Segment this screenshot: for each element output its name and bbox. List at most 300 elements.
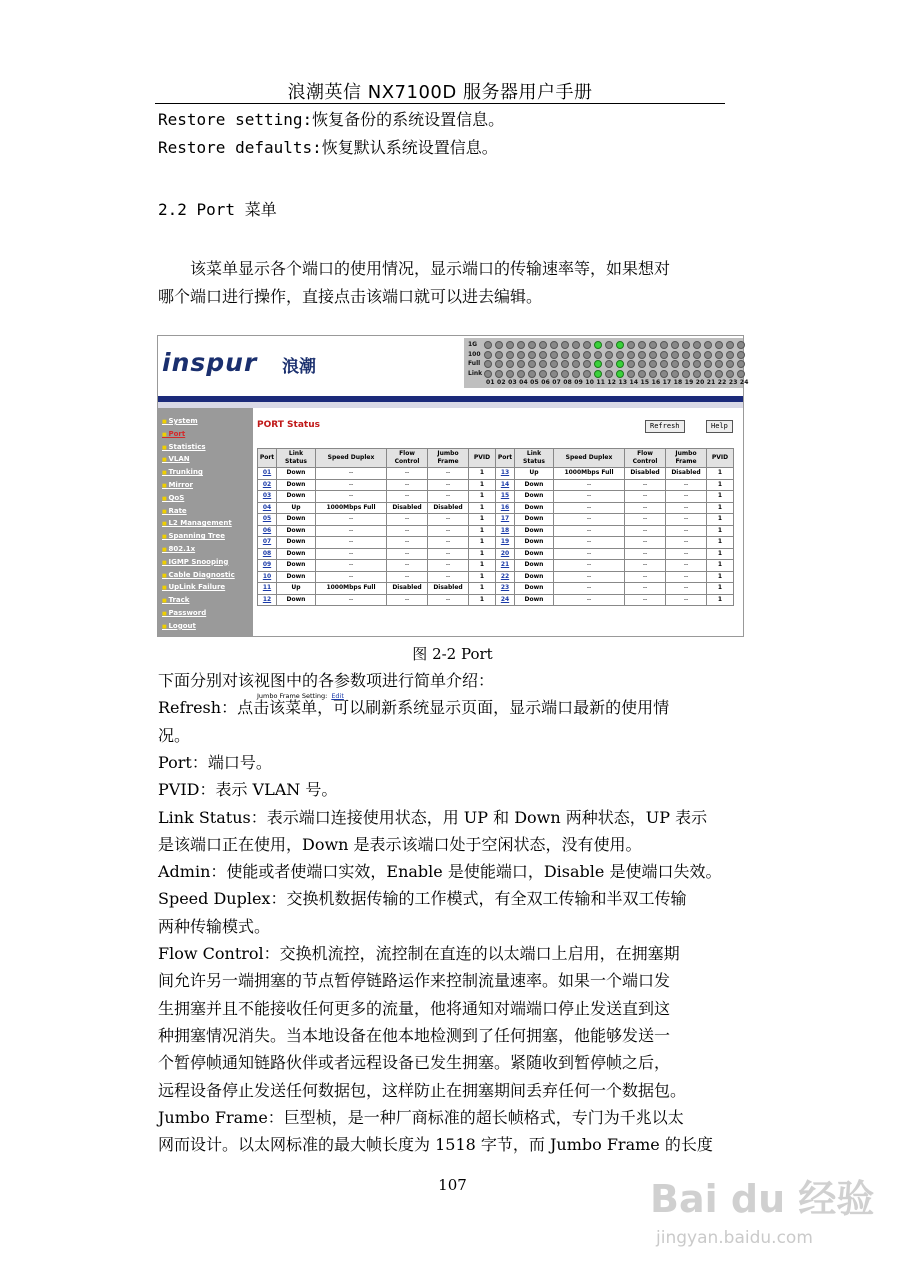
port-led	[550, 360, 558, 368]
sidebar-item[interactable]: ■ Password	[158, 608, 253, 621]
port-link[interactable]: 17	[496, 514, 515, 526]
table-cell: --	[554, 560, 625, 572]
port-led	[616, 351, 624, 359]
port-led	[671, 360, 679, 368]
body-line: 况。	[158, 725, 191, 745]
port-led	[638, 360, 646, 368]
port-led	[649, 341, 657, 349]
port-led	[506, 351, 514, 359]
column-header: Port	[258, 449, 277, 468]
table-row	[258, 514, 734, 526]
port-led	[682, 351, 690, 359]
sidebar-item[interactable]: ■ Cable Diagnostic	[158, 570, 253, 583]
port-link[interactable]: 14	[496, 479, 515, 491]
port-led	[539, 360, 547, 368]
table-cell: --	[625, 502, 666, 514]
port-status-table	[257, 448, 734, 606]
port-led	[660, 360, 668, 368]
table-cell: Down	[515, 583, 554, 595]
body-line: Port：端口号。	[158, 752, 272, 772]
sidebar-item[interactable]: ■ L2 Management	[158, 518, 253, 531]
table-row	[258, 502, 734, 514]
port-led	[539, 341, 547, 349]
port-led	[605, 360, 613, 368]
body-line: Jumbo Frame：巨型桢，是一种厂商标准的超长帧格式，专门为千兆以太	[158, 1107, 684, 1127]
port-led	[594, 360, 602, 368]
text-line-restore-defaults: Restore defaults:恢复默认系统设置信息。	[158, 138, 498, 157]
port-led	[649, 360, 657, 368]
table-cell: --	[428, 571, 469, 583]
table-cell: --	[554, 583, 625, 595]
port-link[interactable]: 21	[496, 560, 515, 572]
table-cell: --	[428, 514, 469, 526]
port-led	[726, 360, 734, 368]
table-cell: --	[554, 537, 625, 549]
port-link[interactable]: 11	[258, 583, 277, 595]
port-led	[693, 370, 701, 378]
led-row	[484, 351, 745, 359]
port-link[interactable]: 23	[496, 583, 515, 595]
port-led	[671, 370, 679, 378]
sidebar-item[interactable]: ■ UpLink Failure	[158, 582, 253, 595]
table-cell: --	[666, 571, 707, 583]
port-link[interactable]: 07	[258, 537, 277, 549]
table-cell: 1	[469, 537, 496, 549]
port-led	[572, 351, 580, 359]
table-cell: --	[666, 479, 707, 491]
table-row	[258, 560, 734, 572]
port-led	[572, 341, 580, 349]
port-led	[704, 360, 712, 368]
sidebar-item[interactable]: ■ Port	[158, 429, 253, 442]
table-cell: --	[666, 537, 707, 549]
port-led	[583, 360, 591, 368]
table-cell: 1	[469, 560, 496, 572]
port-led	[638, 341, 646, 349]
table-cell: Down	[515, 537, 554, 549]
port-led	[627, 351, 635, 359]
port-led	[572, 370, 580, 378]
port-led	[682, 370, 690, 378]
table-cell: --	[625, 548, 666, 560]
port-led	[506, 360, 514, 368]
port-led	[495, 360, 503, 368]
port-led	[693, 351, 701, 359]
table-cell: 1	[707, 491, 734, 503]
table-cell: 1	[707, 560, 734, 572]
table-cell: --	[428, 468, 469, 480]
table-cell: Disabled	[428, 502, 469, 514]
body-line: Admin：使能或者使端口实效，Enable 是使能端口，Disable 是使端口失效。	[158, 862, 722, 882]
table-cell: Down	[515, 479, 554, 491]
table-cell: Down	[277, 560, 316, 572]
table-cell: 1	[707, 594, 734, 606]
table-cell: --	[428, 548, 469, 560]
inspur-logo-cn: 浪潮	[282, 357, 316, 377]
port-led	[605, 351, 613, 359]
figure-caption: 图 2-2 Port	[412, 645, 493, 663]
port-led	[517, 341, 525, 349]
table-cell: --	[316, 548, 387, 560]
sidebar-item[interactable]: ■ System	[158, 416, 253, 429]
port-led	[627, 360, 635, 368]
table-cell: --	[316, 514, 387, 526]
table-cell: Disabled	[387, 502, 428, 514]
body-line: 网而设计。以太网标准的最大帧长度为 1518 字节，而 Jumbo Frame 的长度	[158, 1135, 713, 1155]
table-cell: 1	[707, 571, 734, 583]
port-led	[616, 341, 624, 349]
table-cell: Down	[277, 571, 316, 583]
port-link[interactable]: 05	[258, 514, 277, 526]
table-cell: Down	[277, 537, 316, 549]
table-cell: --	[316, 571, 387, 583]
port-led	[484, 351, 492, 359]
port-link[interactable]: 04	[258, 502, 277, 514]
table-cell: Down	[515, 502, 554, 514]
table-cell: --	[387, 468, 428, 480]
section-title: 2.2 Port 菜单	[158, 200, 277, 219]
sidebar-item[interactable]: ■ Track	[158, 595, 253, 608]
table-row	[258, 525, 734, 537]
port-led	[737, 370, 745, 378]
table-cell: --	[387, 525, 428, 537]
table-cell: Down	[277, 514, 316, 526]
port-link[interactable]: 02	[258, 479, 277, 491]
table-cell: Down	[515, 548, 554, 560]
table-cell: --	[428, 537, 469, 549]
port-link[interactable]: 12	[258, 594, 277, 606]
port-led	[539, 351, 547, 359]
table-cell: 1	[707, 583, 734, 595]
refresh-button[interactable]: Refresh	[645, 420, 685, 433]
port-led	[627, 341, 635, 349]
table-cell: Down	[515, 491, 554, 503]
table-cell: --	[666, 560, 707, 572]
column-header: Jumbo Frame	[428, 449, 469, 468]
port-led	[528, 351, 536, 359]
sidebar-item[interactable]: ■ 802.1x	[158, 544, 253, 557]
table-cell: 1	[469, 491, 496, 503]
port-led	[561, 351, 569, 359]
table-cell: --	[387, 571, 428, 583]
table-cell: Down	[277, 479, 316, 491]
port-led	[484, 341, 492, 349]
port-link[interactable]: 24	[496, 594, 515, 606]
led-row-label: 1G	[468, 341, 478, 348]
port-link[interactable]: 22	[496, 571, 515, 583]
led-row-label: Link	[468, 369, 483, 377]
table-cell: Down	[515, 594, 554, 606]
port-led	[561, 360, 569, 368]
table-cell: --	[625, 537, 666, 549]
table-cell: Down	[515, 560, 554, 572]
table-cell: 1000Mbps Full	[316, 502, 387, 514]
port-link[interactable]: 19	[496, 537, 515, 549]
table-cell: Down	[515, 525, 554, 537]
table-cell: Up	[277, 583, 316, 595]
table-cell: --	[428, 491, 469, 503]
table-cell: 1	[707, 548, 734, 560]
column-header: Jumbo Frame	[666, 449, 707, 468]
port-led	[550, 370, 558, 378]
port-led	[506, 341, 514, 349]
table-cell: --	[316, 560, 387, 572]
port-led-panel	[464, 338, 749, 388]
port-led	[715, 360, 723, 368]
port-led	[693, 360, 701, 368]
port-led	[726, 370, 734, 378]
column-header: PVID	[707, 449, 734, 468]
sidebar-item[interactable]: ■ QoS	[158, 493, 253, 506]
port-link[interactable]: 20	[496, 548, 515, 560]
sidebar-item[interactable]: ■ IGMP Snooping	[158, 557, 253, 570]
table-cell: --	[625, 560, 666, 572]
table-cell: Down	[277, 594, 316, 606]
body-line: Refresh：点击该菜单，可以刷新系统显示页面，显示端口最新的使用情	[158, 698, 670, 718]
column-header: Flow Control	[625, 449, 666, 468]
port-led	[528, 341, 536, 349]
table-cell: Down	[277, 525, 316, 537]
sidebar-item[interactable]: ■ Mirror	[158, 480, 253, 493]
baidu-watermark-url: jingyan.baidu.com	[656, 1228, 813, 1248]
port-link[interactable]: 16	[496, 502, 515, 514]
body-line: PVID：表示 VLAN 号。	[158, 780, 338, 800]
table-cell: --	[316, 525, 387, 537]
table-cell: --	[316, 537, 387, 549]
table-cell: Down	[277, 548, 316, 560]
port-led	[561, 370, 569, 378]
nav-sidebar	[158, 408, 253, 636]
table-cell: --	[387, 514, 428, 526]
sidebar-item[interactable]: ■ Rate	[158, 506, 253, 519]
port-led	[660, 370, 668, 378]
table-cell: --	[554, 479, 625, 491]
port-led	[583, 370, 591, 378]
port-led	[561, 341, 569, 349]
table-cell: --	[387, 594, 428, 606]
table-cell: 1	[707, 514, 734, 526]
body-line: 下面分别对该视图中的各参数项进行简单介绍：	[158, 671, 495, 690]
port-led	[726, 341, 734, 349]
port-led	[627, 370, 635, 378]
port-led	[495, 351, 503, 359]
table-row	[258, 468, 734, 480]
table-row	[258, 583, 734, 595]
port-link[interactable]: 08	[258, 548, 277, 560]
table-cell: --	[666, 525, 707, 537]
table-cell: 1	[707, 468, 734, 480]
body-line: 生拥塞并且不能接收任何更多的流量，他将通知对端端口停止发送直到这	[158, 998, 671, 1018]
port-led	[704, 370, 712, 378]
table-cell: --	[666, 491, 707, 503]
sidebar-item[interactable]: ■ VLAN	[158, 454, 253, 467]
table-cell: --	[666, 583, 707, 595]
port-led	[726, 351, 734, 359]
table-cell: --	[428, 525, 469, 537]
port-link[interactable]: 03	[258, 491, 277, 503]
port-led	[671, 351, 679, 359]
table-cell: 1000Mbps Full	[316, 583, 387, 595]
table-cell: Up	[277, 502, 316, 514]
port-led	[605, 341, 613, 349]
table-cell: 1	[707, 537, 734, 549]
port-link[interactable]: 06	[258, 525, 277, 537]
port-led	[495, 370, 503, 378]
screenshot-banner	[158, 336, 749, 396]
port-led	[495, 341, 503, 349]
body-line: Link Status：表示端口连接使用状态，用 UP 和 Down 两种状态，UP 表示	[158, 807, 708, 827]
port-led	[715, 351, 723, 359]
table-cell: --	[387, 560, 428, 572]
table-cell: --	[316, 468, 387, 480]
table-cell: --	[387, 479, 428, 491]
page-number: 107	[438, 1176, 467, 1194]
port-led	[517, 360, 525, 368]
sidebar-item[interactable]: ■ Trunking	[158, 467, 253, 480]
port-led	[649, 351, 657, 359]
port-led	[693, 341, 701, 349]
table-cell: 1	[469, 548, 496, 560]
table-cell: 1	[707, 479, 734, 491]
header-rule	[155, 103, 725, 104]
intro-line-1: 该菜单显示各个端口的使用情况，显示端口的传输速率等，如果想对	[158, 259, 671, 278]
help-button[interactable]: Help	[706, 420, 733, 433]
port-led	[715, 341, 723, 349]
port-link[interactable]: 01	[258, 468, 277, 480]
inspur-logo: inspur	[162, 348, 258, 377]
table-row	[258, 491, 734, 503]
text-line-restore-setting: Restore setting:恢复备份的系统设置信息。	[158, 110, 505, 129]
port-led	[682, 360, 690, 368]
body-line: 个暂停帧通知链路伙伴或者远程设备已发生拥塞。紧随收到暂停帧之后，	[158, 1053, 671, 1073]
sidebar-item[interactable]: ■ Logout	[158, 621, 253, 634]
table-cell: --	[387, 491, 428, 503]
port-led	[484, 370, 492, 378]
led-row	[484, 341, 745, 349]
table-cell: --	[554, 548, 625, 560]
port-led	[594, 351, 602, 359]
port-led	[616, 360, 624, 368]
column-header: Link Status	[515, 449, 554, 468]
table-cell: 1	[469, 514, 496, 526]
table-cell: 1000Mbps Full	[554, 468, 625, 480]
body-line: Speed Duplex：交换机数据传输的工作模式，有全双工传输和半双工传输	[158, 889, 687, 909]
table-cell: --	[554, 571, 625, 583]
table-cell: Disabled	[625, 468, 666, 480]
column-header: Speed Duplex	[554, 449, 625, 468]
sidebar-item[interactable]: ■ Spanning Tree	[158, 531, 253, 544]
port-led	[517, 351, 525, 359]
port-led	[660, 351, 668, 359]
table-cell: --	[428, 594, 469, 606]
port-led	[572, 360, 580, 368]
led-row	[484, 370, 745, 378]
led-row	[484, 360, 745, 368]
column-header: Port	[496, 449, 515, 468]
body-line: 两种传输模式。	[158, 916, 271, 936]
table-cell: 1	[469, 479, 496, 491]
table-cell: --	[428, 479, 469, 491]
port-link[interactable]: 15	[496, 491, 515, 503]
port-led	[737, 360, 745, 368]
port-led	[528, 370, 536, 378]
intro-line-2: 哪个端口进行操作，直接点击该端口就可以进去编辑。	[158, 287, 543, 306]
port-led	[583, 351, 591, 359]
table-cell: --	[316, 594, 387, 606]
led-row-label: 100	[468, 350, 481, 358]
table-cell: --	[666, 502, 707, 514]
table-cell: --	[387, 548, 428, 560]
body-line: 间允许另一端拥塞的节点暂停链路运作来控制流量速率。如果一个端口发	[158, 971, 671, 991]
table-cell: --	[625, 491, 666, 503]
port-led	[671, 341, 679, 349]
jumbo-edit-link[interactable]: Edit	[331, 692, 344, 700]
body-line: 种拥塞情况消失。当本地设备在他本地检测到了任何拥塞，他能够发送一	[158, 1025, 671, 1045]
port-led	[605, 370, 613, 378]
port-number-strip: 01 02 03 04 05 06 07 08 09 10 11 12 13 14 15 16 17 18 19 20 21 22 23 24	[486, 379, 749, 386]
port-led	[638, 370, 646, 378]
table-cell: --	[666, 548, 707, 560]
table-cell: Disabled	[428, 583, 469, 595]
table-cell: --	[554, 491, 625, 503]
led-row-label: Full	[468, 360, 481, 367]
table-cell: 1	[469, 594, 496, 606]
port-led	[616, 370, 624, 378]
table-cell: Down	[515, 514, 554, 526]
port-led	[660, 341, 668, 349]
column-header: Link Status	[277, 449, 316, 468]
table-cell: --	[625, 514, 666, 526]
table-cell: 1	[469, 583, 496, 595]
table-cell: Down	[277, 491, 316, 503]
port-led	[715, 370, 723, 378]
port-link[interactable]: 09	[258, 560, 277, 572]
port-led	[528, 360, 536, 368]
table-row	[258, 537, 734, 549]
table-cell: 1	[707, 525, 734, 537]
body-line: Flow Control：交换机流控，流控制在直连的以太端口上启用，在拥塞期	[158, 944, 680, 963]
table-row	[258, 594, 734, 606]
table-cell: 1	[469, 571, 496, 583]
table-row	[258, 548, 734, 560]
table-row	[258, 479, 734, 491]
table-cell: --	[666, 514, 707, 526]
port-led	[517, 370, 525, 378]
table-cell: --	[625, 571, 666, 583]
body-line: 远程设备停止发送任何数据包，这样防止在拥塞期间丢弃任何一个数据包。	[158, 1080, 687, 1100]
table-cell: --	[554, 525, 625, 537]
table-cell: 1	[469, 502, 496, 514]
table-cell: --	[428, 560, 469, 572]
jumbo-frame-label: Jumbo Frame Setting:	[257, 692, 328, 700]
port-link[interactable]: 13	[496, 468, 515, 480]
table-cell: --	[387, 537, 428, 549]
table-cell: Disabled	[387, 583, 428, 595]
sidebar-item[interactable]: ■ Statistics	[158, 442, 253, 455]
table-cell: 1	[469, 468, 496, 480]
table-cell: --	[666, 594, 707, 606]
port-link[interactable]: 18	[496, 525, 515, 537]
port-led	[539, 370, 547, 378]
port-status-title: PORT Status	[257, 420, 320, 430]
table-row	[258, 571, 734, 583]
port-link[interactable]: 10	[258, 571, 277, 583]
port-led	[583, 341, 591, 349]
column-header: PVID	[469, 449, 496, 468]
port-led	[682, 341, 690, 349]
port-led	[594, 370, 602, 378]
table-cell: --	[625, 479, 666, 491]
